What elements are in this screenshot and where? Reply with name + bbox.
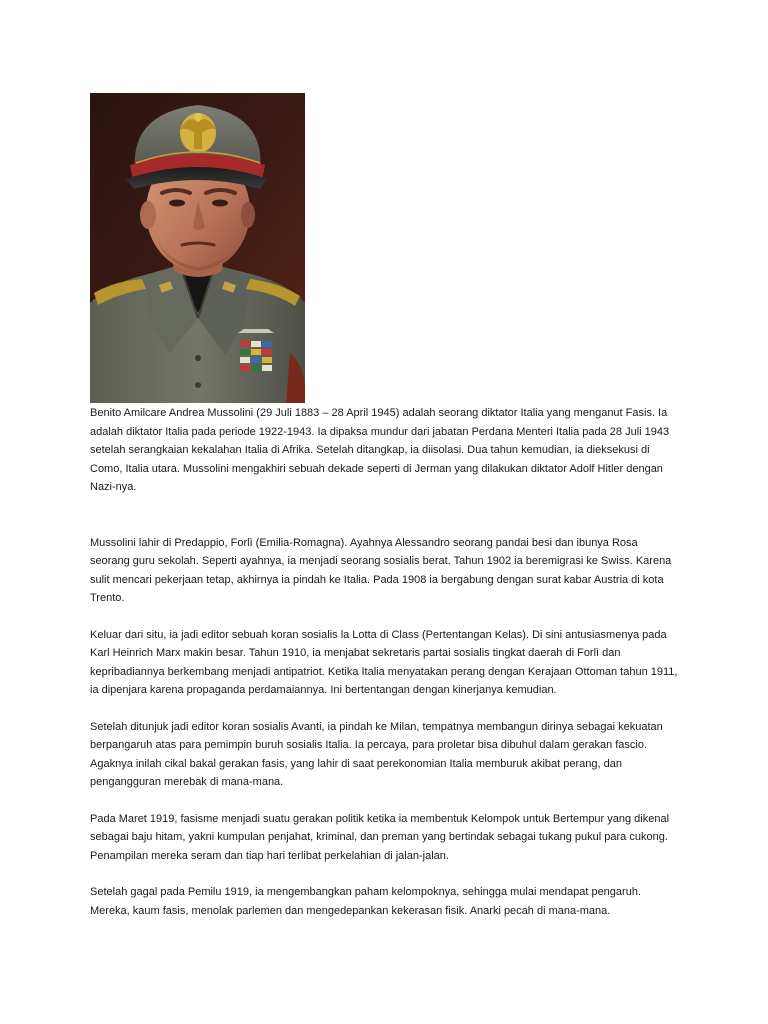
- portrait-photo: [90, 93, 305, 403]
- paragraph-fascism-1919: Pada Maret 1919, fasisme menjadi suatu gerakan politik ketika ia membentuk Kelompok untuk Bertempur yang dikenal sebagai baju hitam, yakni kumpulan penjahat, kriminal, dan preman yang bertindak sebagai tukang pukul para cukong. Penampilan mereka seram dan tiap hari terlibat perkelahian di jalan-jalan.: [90, 812, 670, 862]
- article-body: [90, 404, 680, 920]
- paragraph-editor-career: Keluar dari situ, ia jadi editor sebuah koran sosialis la Lotta di Class (Pertentangan Kelas). Di sini antusiasmenya pada Karl Heinrich Marx makin besar. Tahun 1910, ia menjabat sekretaris partai sosialis tingkat daerah di Forlì dan kepribadiannya berkembang menjadi antipatriot. Ketika Italia menyatakan perang dengan Kerajaan Ottoman tahun 1911, ia dipenjara karena propaganda perdamaiannya. Ini bertentangan dengan kinerjanya kemudian.: [90, 628, 678, 696]
- paragraph-intro: Benito Amilcare Andrea Mussolini (29 Juli 1883 – 28 April 1945) adalah seorang diktator Italia yang menganut Fasis. Ia adalah diktator Italia pada periode 1922-1943. Ia dipaksa mundur dari jabatan Perdana Menteri Italia pada 28 Juli 1943 setelah serangkaian kekalahan Italia di Afrika. Setelah ditangkap, ia diisolasi. Dua tahun kemudian, ia dieksekusi di Como, Italia utara. Mussolini mengakhiri sebuah dekade seperti di Jerman yang dilakukan diktator Adolf Hitler dengan Nazi-nya.: [90, 407, 670, 493]
- paragraph-election-1919: Setelah gagal pada Pemilu 1919, ia mengembangkan paham kelompoknya, sehingga mulai mendapat pengaruh. Mereka, kaum fasis, menolak parlemen dan mengedepankan kekerasan fisik. Anarki pecah di mana-mana.: [90, 886, 641, 917]
- paragraph-avanti-milan: Setelah ditunjuk jadi editor koran sosialis Avanti, ia pindah ke Milan, tempatnya membangun dirinya sebagai kekuatan berpangaruh atas para pemimpin buruh sosialis Italia. Ia percaya, para proletar bisa dibuhul dalam gerakan fascio. Agaknya inilah cikal bakal gerakan fasis, yang lahir di saat perekonomian Italia memburuk akibat perang, dan pengangguran merebak di mana-mana.: [90, 720, 663, 788]
- eagle-insignia-icon: [180, 113, 216, 153]
- paragraph-early-life: Mussolini lahir di Predappio, Forlì (Emilia-Romagna). Ayahnya Alessandro seorang pandai besi dan ibunya Rosa seorang guru sekolah. Seperti ayahnya, ia menjadi seorang sosialis berat. Tahun 1902 ia beremigrasi ke Swiss. Karena sulit mencari pekerjaan tetap, akhirnya ia pindah ke Italia. Pada 1908 ia bergabung dengan surat kabar Austria di kota Trento.: [90, 536, 672, 604]
